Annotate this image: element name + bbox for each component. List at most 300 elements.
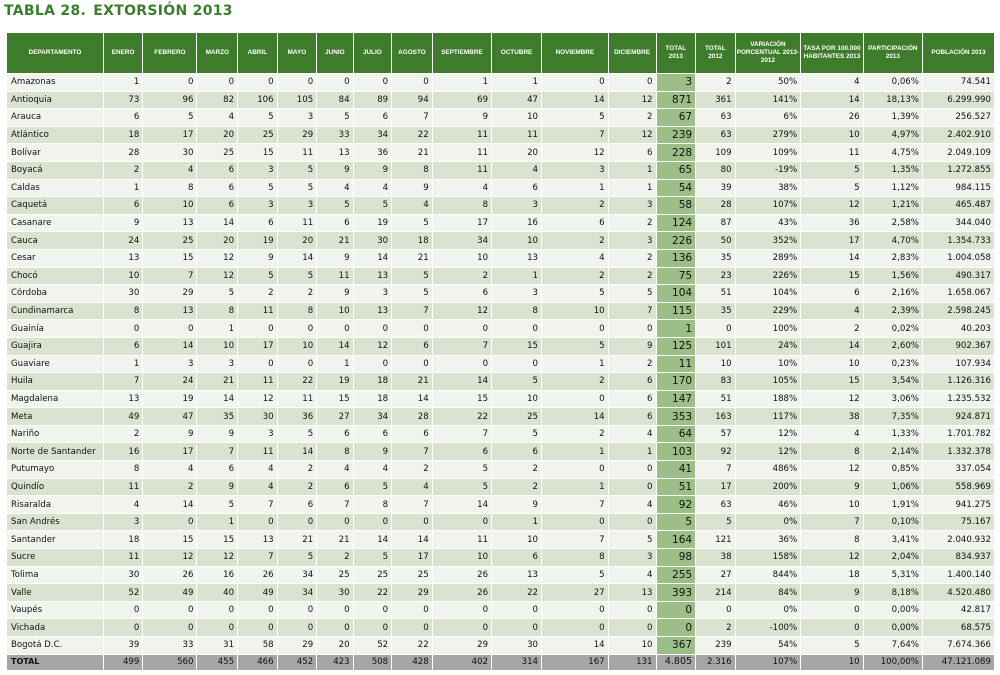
- table-cell: 7: [542, 531, 609, 549]
- table-cell: 24: [143, 373, 197, 391]
- table-cell: 9: [197, 425, 238, 443]
- total-cell: 499: [103, 654, 143, 670]
- table-cell: 1: [197, 320, 238, 338]
- table-cell: 13: [353, 267, 392, 285]
- table-cell: 5: [238, 109, 278, 127]
- table-cell: 12: [432, 302, 491, 320]
- table-cell: 14: [801, 91, 863, 109]
- table-cell: 9: [103, 214, 143, 232]
- table-cell: 0: [238, 513, 278, 531]
- table-cell: 7: [392, 496, 433, 514]
- table-cell: 17: [392, 549, 433, 567]
- table-cell: 16: [103, 443, 143, 461]
- table-cell: 3,06%: [863, 390, 922, 408]
- table-row: [7, 320, 995, 338]
- total-2013-cell: 67: [656, 109, 696, 127]
- table-cell: 1.004.058: [922, 249, 994, 267]
- table-cell: 4: [801, 425, 863, 443]
- table-cell: 10: [317, 302, 353, 320]
- table-cell: 1: [542, 478, 609, 496]
- table-cell: 94: [392, 91, 433, 109]
- table-cell: 107%: [735, 197, 801, 215]
- table-cell: 17: [696, 478, 736, 496]
- total-cell: 560: [143, 654, 197, 670]
- table-cell: 289%: [735, 249, 801, 267]
- table-cell: 7: [542, 496, 609, 514]
- table-row: [7, 531, 995, 549]
- table-cell: 35: [696, 249, 736, 267]
- department-name: Sucre: [7, 549, 104, 567]
- table-cell: -100%: [735, 619, 801, 637]
- total-2013-cell: 367: [656, 637, 696, 655]
- table-cell: 5: [696, 513, 736, 531]
- table-cell: 12: [238, 390, 278, 408]
- total-2013-cell: 5: [656, 513, 696, 531]
- column-header: JUNIO: [317, 33, 353, 74]
- table-cell: 1: [608, 161, 656, 179]
- table-cell: 14: [432, 373, 491, 391]
- table-cell: 7,64%: [863, 637, 922, 655]
- table-cell: 7: [143, 267, 197, 285]
- table-cell: 30: [103, 566, 143, 584]
- table-row: [7, 513, 995, 531]
- column-header: PARTICIPACIÓN 2013: [863, 33, 922, 74]
- table-cell: 2.402.910: [922, 126, 994, 144]
- table-cell: 2.049.109: [922, 144, 994, 162]
- total-cell: 423: [317, 654, 353, 670]
- table-cell: 0: [608, 601, 656, 619]
- table-cell: 7: [392, 109, 433, 127]
- table-cell: 5: [353, 478, 392, 496]
- department-name: Putumayo: [7, 461, 104, 479]
- table-cell: 7: [392, 302, 433, 320]
- table-cell: 0: [317, 513, 353, 531]
- table-cell: 17: [432, 214, 491, 232]
- table-cell: 52: [353, 637, 392, 655]
- table-cell: 4,70%: [863, 232, 922, 250]
- table-cell: 4: [353, 179, 392, 197]
- table-cell: 33: [143, 637, 197, 655]
- table-cell: 5: [277, 161, 317, 179]
- table-cell: 3: [608, 549, 656, 567]
- table-cell: 87: [696, 214, 736, 232]
- table-cell: 12: [801, 390, 863, 408]
- table-cell: 29: [143, 285, 197, 303]
- table-cell: 15: [801, 267, 863, 285]
- table-cell: 2: [277, 478, 317, 496]
- table-cell: 3: [143, 355, 197, 373]
- table-cell: 27: [696, 566, 736, 584]
- table-cell: 2: [608, 267, 656, 285]
- total-2013-cell: 103: [656, 443, 696, 461]
- table-cell: 9: [143, 425, 197, 443]
- table-row: [7, 267, 995, 285]
- table-cell: 35: [197, 408, 238, 426]
- table-cell: 256.527: [922, 109, 994, 127]
- table-cell: 10: [801, 355, 863, 373]
- table-cell: 6: [103, 197, 143, 215]
- table-cell: 14: [801, 337, 863, 355]
- table-cell: 29: [432, 637, 491, 655]
- table-cell: 10: [696, 355, 736, 373]
- table-cell: 12: [197, 249, 238, 267]
- table-cell: 7: [238, 549, 278, 567]
- total-2013-cell: 228: [656, 144, 696, 162]
- table-cell: 22: [277, 373, 317, 391]
- department-name: Vaupés: [7, 601, 104, 619]
- total-2013-cell: 3: [656, 74, 696, 92]
- table-cell: 9: [432, 109, 491, 127]
- table-cell: 13: [608, 584, 656, 602]
- table-cell: 8: [197, 302, 238, 320]
- table-cell: 6: [608, 408, 656, 426]
- table-cell: 69: [432, 91, 491, 109]
- table-cell: 3: [353, 285, 392, 303]
- table-cell: 0: [696, 601, 736, 619]
- table-row: [7, 601, 995, 619]
- table-cell: 6: [608, 373, 656, 391]
- department-name: Nariño: [7, 425, 104, 443]
- table-cell: 239: [696, 637, 736, 655]
- table-cell: 49: [238, 584, 278, 602]
- table-cell: 188%: [735, 390, 801, 408]
- table-cell: 10: [432, 249, 491, 267]
- department-name: Magdalena: [7, 390, 104, 408]
- table-cell: 5: [392, 267, 433, 285]
- table-cell: 6.299.990: [922, 91, 994, 109]
- table-cell: 0: [277, 513, 317, 531]
- table-cell: 6: [103, 109, 143, 127]
- table-cell: 2,14%: [863, 443, 922, 461]
- table-cell: 21: [317, 232, 353, 250]
- total-2013-cell: 393: [656, 584, 696, 602]
- table-row: [7, 109, 995, 127]
- total-2013-cell: 65: [656, 161, 696, 179]
- table-cell: 0,02%: [863, 320, 922, 338]
- table-cell: 0: [143, 74, 197, 92]
- table-row: [7, 355, 995, 373]
- table-cell: 6: [392, 337, 433, 355]
- table-cell: 4: [143, 161, 197, 179]
- table-cell: 2: [542, 267, 609, 285]
- table-cell: 344.040: [922, 214, 994, 232]
- total-2013-cell: 64: [656, 425, 696, 443]
- total-2013-cell: 239: [656, 126, 696, 144]
- department-name: San Andrés: [7, 513, 104, 531]
- table-cell: 9: [353, 161, 392, 179]
- column-header: ABRIL: [238, 33, 278, 74]
- table-cell: 4.520.480: [922, 584, 994, 602]
- table-cell: 50: [696, 232, 736, 250]
- table-cell: 17: [143, 443, 197, 461]
- table-cell: 2: [542, 373, 609, 391]
- table-cell: 2: [608, 355, 656, 373]
- table-cell: 1.332.378: [922, 443, 994, 461]
- table-cell: 5: [801, 637, 863, 655]
- table-cell: 28: [392, 408, 433, 426]
- table-cell: 23: [696, 267, 736, 285]
- table-cell: 5: [542, 337, 609, 355]
- table-cell: 337.054: [922, 461, 994, 479]
- column-header: POBLACIÓN 2013: [922, 33, 994, 74]
- table-cell: 0: [801, 601, 863, 619]
- total-2013-cell: 98: [656, 549, 696, 567]
- table-cell: 5: [608, 531, 656, 549]
- department-name: Guajira: [7, 337, 104, 355]
- table-cell: 22: [353, 584, 392, 602]
- total-2013-cell: 124: [656, 214, 696, 232]
- table-cell: 16: [197, 566, 238, 584]
- table-cell: 21: [277, 531, 317, 549]
- total-2013-cell: 0: [656, 619, 696, 637]
- table-cell: 6%: [735, 109, 801, 127]
- table-cell: 10: [492, 390, 542, 408]
- table-cell: 2: [492, 461, 542, 479]
- table-cell: 12: [542, 144, 609, 162]
- column-header: ENERO: [103, 33, 143, 74]
- table-cell: 3: [492, 197, 542, 215]
- table-cell: 11: [432, 161, 491, 179]
- table-cell: 63: [696, 496, 736, 514]
- department-name: Risaralda: [7, 496, 104, 514]
- table-cell: 63: [696, 126, 736, 144]
- table-cell: 2: [608, 249, 656, 267]
- table-cell: 7: [542, 126, 609, 144]
- table-cell: 2,04%: [863, 549, 922, 567]
- department-name: Arauca: [7, 109, 104, 127]
- table-cell: 36: [277, 408, 317, 426]
- table-cell: 6: [317, 478, 353, 496]
- table-cell: 33: [317, 126, 353, 144]
- total-2013-cell: 0: [656, 601, 696, 619]
- table-cell: 2,60%: [863, 337, 922, 355]
- table-cell: 200%: [735, 478, 801, 496]
- table-cell: 1,56%: [863, 267, 922, 285]
- column-header: MAYO: [277, 33, 317, 74]
- table-cell: 73: [103, 91, 143, 109]
- table-cell: 0: [432, 320, 491, 338]
- table-cell: 18: [353, 373, 392, 391]
- total-cell: 314: [492, 654, 542, 670]
- table-cell: 11: [238, 302, 278, 320]
- table-cell: 163: [696, 408, 736, 426]
- table-cell: 0: [353, 513, 392, 531]
- table-cell: 0: [542, 619, 609, 637]
- table-cell: 5: [608, 285, 656, 303]
- table-cell: 0: [317, 74, 353, 92]
- table-cell: 7: [801, 513, 863, 531]
- table-cell: 6: [353, 109, 392, 127]
- table-cell: 1.658.067: [922, 285, 994, 303]
- table-row: [7, 637, 995, 655]
- total-cell: 100,00%: [863, 654, 922, 670]
- table-cell: 84: [317, 91, 353, 109]
- table-cell: -19%: [735, 161, 801, 179]
- table-cell: 12: [608, 91, 656, 109]
- table-cell: 6: [432, 285, 491, 303]
- table-cell: 24%: [735, 337, 801, 355]
- table-cell: 12: [353, 337, 392, 355]
- table-cell: 11: [277, 390, 317, 408]
- table-cell: 12: [801, 197, 863, 215]
- table-cell: 0: [143, 320, 197, 338]
- table-cell: 5: [432, 478, 491, 496]
- table-cell: 834.937: [922, 549, 994, 567]
- table-cell: 5: [801, 161, 863, 179]
- table-cell: 6: [392, 425, 433, 443]
- table-cell: 75.167: [922, 513, 994, 531]
- table-cell: 490.317: [922, 267, 994, 285]
- table-cell: 5: [492, 373, 542, 391]
- table-cell: 14: [542, 408, 609, 426]
- table-cell: 0%: [735, 513, 801, 531]
- table-cell: 8: [801, 531, 863, 549]
- table-cell: 2: [392, 461, 433, 479]
- table-cell: 4: [238, 478, 278, 496]
- department-name: Caldas: [7, 179, 104, 197]
- table-cell: 0: [277, 74, 317, 92]
- table-cell: 2: [696, 74, 736, 92]
- column-header: DICIEMBRE: [608, 33, 656, 74]
- total-2013-cell: 51: [656, 478, 696, 496]
- table-cell: 51: [696, 285, 736, 303]
- table-cell: 0: [392, 513, 433, 531]
- table-cell: 25: [143, 232, 197, 250]
- table-cell: 0: [317, 619, 353, 637]
- table-cell: 0: [542, 601, 609, 619]
- table-cell: 83: [696, 373, 736, 391]
- table-cell: 0,00%: [863, 601, 922, 619]
- table-cell: 82: [197, 91, 238, 109]
- table-cell: 0,23%: [863, 355, 922, 373]
- table-cell: 1,91%: [863, 496, 922, 514]
- table-cell: 1: [103, 355, 143, 373]
- table-body: [7, 74, 995, 655]
- table-cell: 214: [696, 584, 736, 602]
- table-cell: 4: [432, 179, 491, 197]
- table-cell: 6: [353, 425, 392, 443]
- table-cell: 13: [492, 249, 542, 267]
- table-cell: 1: [103, 74, 143, 92]
- table-cell: 5: [353, 197, 392, 215]
- table-cell: 226%: [735, 267, 801, 285]
- table-cell: 18: [801, 566, 863, 584]
- table-cell: 5: [317, 197, 353, 215]
- table-cell: 92: [696, 443, 736, 461]
- total-2013-cell: 136: [656, 249, 696, 267]
- table-cell: 105: [277, 91, 317, 109]
- table-cell: 0: [392, 355, 433, 373]
- table-cell: 26: [143, 566, 197, 584]
- table-cell: 7: [103, 373, 143, 391]
- table-cell: 26: [238, 566, 278, 584]
- table-cell: 3: [197, 355, 238, 373]
- table-cell: 11: [238, 373, 278, 391]
- table-cell: 14: [197, 214, 238, 232]
- table-cell: 10: [277, 337, 317, 355]
- total-2013-cell: 115: [656, 302, 696, 320]
- table-cell: 0: [801, 619, 863, 637]
- table-cell: 15: [197, 531, 238, 549]
- department-name: Antioquia: [7, 91, 104, 109]
- table-cell: 13: [143, 214, 197, 232]
- table-cell: 15: [317, 390, 353, 408]
- table-cell: 0: [103, 619, 143, 637]
- table-cell: 14: [277, 249, 317, 267]
- table-row: [7, 249, 995, 267]
- table-cell: 19: [238, 232, 278, 250]
- table-cell: 54%: [735, 637, 801, 655]
- table-cell: 2: [103, 161, 143, 179]
- total-2013-cell: 255: [656, 566, 696, 584]
- table-cell: 2: [317, 549, 353, 567]
- table-cell: 19: [353, 214, 392, 232]
- table-row: [7, 197, 995, 215]
- table-cell: 21: [317, 531, 353, 549]
- table-cell: 84%: [735, 584, 801, 602]
- table-cell: 31: [197, 637, 238, 655]
- table-row: [7, 443, 995, 461]
- table-cell: 22: [492, 584, 542, 602]
- table-cell: 0: [542, 320, 609, 338]
- table-cell: 104%: [735, 285, 801, 303]
- table-cell: 3: [238, 425, 278, 443]
- table-cell: 18: [353, 390, 392, 408]
- table-cell: 7: [432, 425, 491, 443]
- table-cell: 28: [696, 197, 736, 215]
- table-cell: 6: [608, 390, 656, 408]
- table-cell: 3: [103, 513, 143, 531]
- table-cell: 17: [801, 232, 863, 250]
- table-cell: 21: [197, 373, 238, 391]
- total-2013-cell: 170: [656, 373, 696, 391]
- table-cell: 4: [392, 197, 433, 215]
- column-header: AGOSTO: [392, 33, 433, 74]
- table-cell: 0: [392, 619, 433, 637]
- table-cell: 5: [392, 285, 433, 303]
- table-cell: 40: [197, 584, 238, 602]
- table-cell: 14: [392, 531, 433, 549]
- table-cell: 14: [353, 531, 392, 549]
- table-cell: 34: [277, 566, 317, 584]
- table-row: [7, 619, 995, 637]
- table-cell: 10: [492, 531, 542, 549]
- table-cell: 5: [197, 496, 238, 514]
- table-cell: 9: [317, 249, 353, 267]
- table-cell: 7: [608, 302, 656, 320]
- table-cell: 21: [392, 249, 433, 267]
- department-name: Boyacá: [7, 161, 104, 179]
- table-cell: 486%: [735, 461, 801, 479]
- department-name: Vichada: [7, 619, 104, 637]
- table-cell: 8: [277, 302, 317, 320]
- table-cell: 20: [492, 144, 542, 162]
- table-row: [7, 461, 995, 479]
- table-row: [7, 566, 995, 584]
- table-cell: 0: [608, 74, 656, 92]
- total-2013-cell: 226: [656, 232, 696, 250]
- table-cell: 1: [542, 355, 609, 373]
- department-name: Cundinamarca: [7, 302, 104, 320]
- department-name: Amazonas: [7, 74, 104, 92]
- table-cell: 6: [317, 214, 353, 232]
- table-cell: 0: [696, 320, 736, 338]
- table-cell: 14: [143, 337, 197, 355]
- table-cell: 3: [542, 161, 609, 179]
- column-header: JULIO: [353, 33, 392, 74]
- table-row: [7, 285, 995, 303]
- table-cell: 36: [353, 144, 392, 162]
